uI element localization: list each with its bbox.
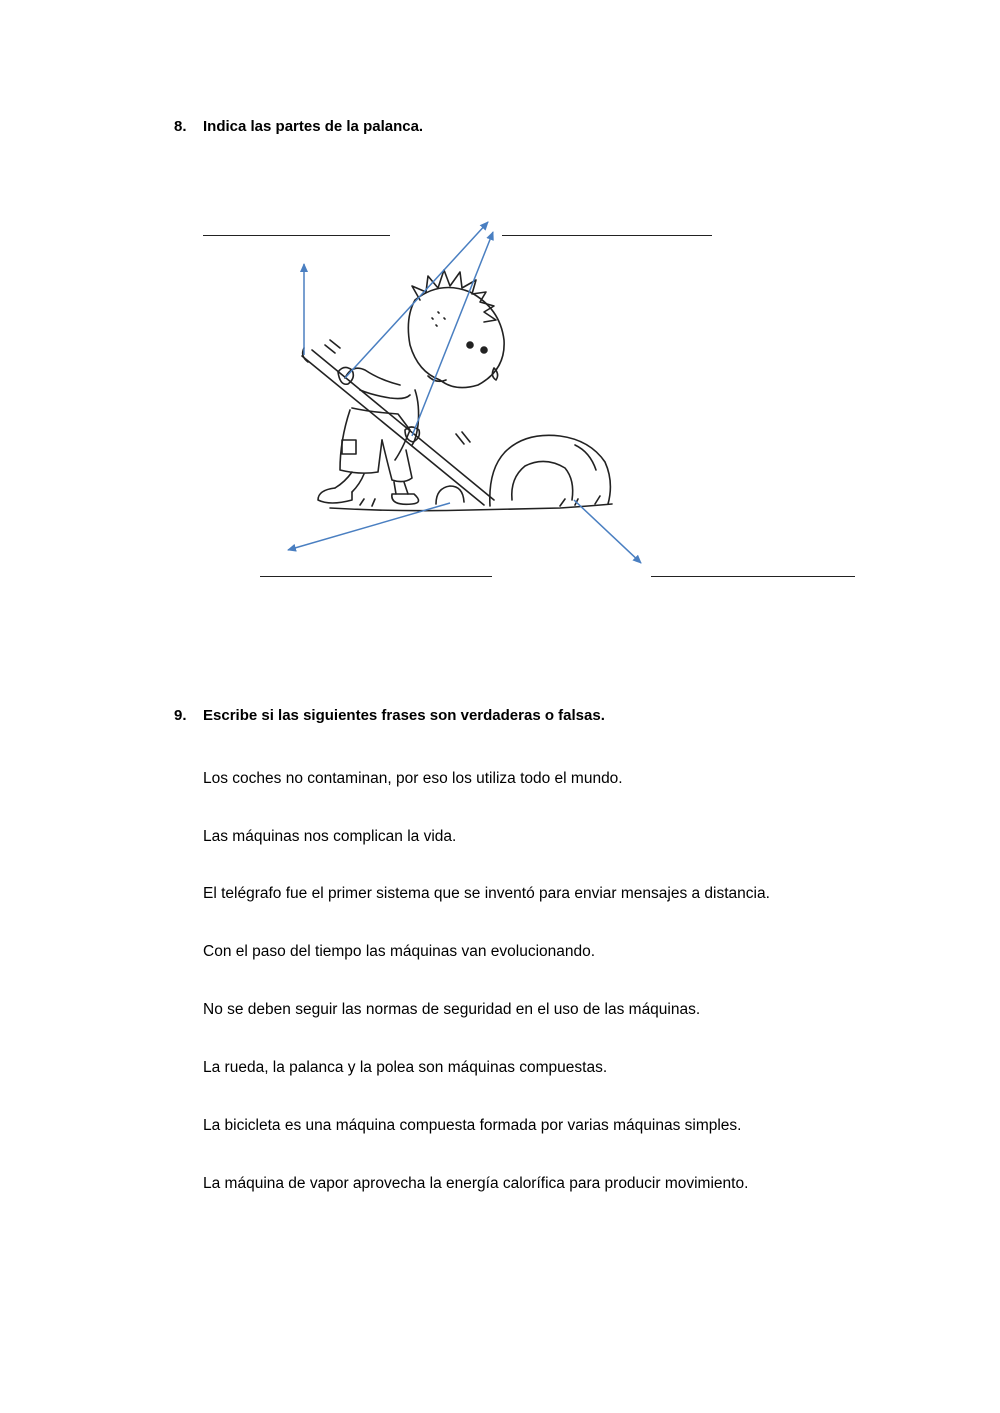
boy-head [408, 270, 504, 388]
question-number: 8. [174, 118, 187, 135]
statement-8: La máquina de vapor aprovecha la energía calorífica para producir movimiento. [203, 1175, 749, 1192]
fulcrum-stone [436, 486, 464, 504]
statement-2: Las máquinas nos complican la vida. [203, 828, 457, 845]
statement-3: El telégrafo fue el primer sistema que se inventó para enviar mensajes a distancia. [203, 885, 770, 902]
boy-legs [318, 472, 419, 504]
statement-6: La rueda, la palanca y la polea son máquinas compuestas. [203, 1059, 608, 1076]
statement-4: Con el paso del tiempo las máquinas van evolucionando. [203, 943, 596, 960]
rock [490, 435, 611, 506]
lever-illustration [0, 0, 1000, 620]
statement-1: Los coches no contaminan, por eso los utiliza todo el mundo. [203, 770, 623, 787]
boy-drawing [302, 270, 612, 511]
statement-5: No se deben seguir las normas de seguridad en el uso de las máquinas. [203, 1001, 701, 1018]
arrow-bar-to-label [412, 232, 493, 436]
question-number: 9. [174, 707, 187, 724]
statement-7: La bicicleta es una máquina compuesta formada por varias máquinas simples. [203, 1117, 742, 1134]
boy-body [340, 368, 419, 481]
question-text: Escribe si las siguientes frases son verdaderas o falsas. [203, 707, 605, 724]
question-9-title [174, 707, 605, 724]
question-text: Indica las partes de la palanca. [203, 118, 424, 135]
arrow-rock-to-label [574, 500, 641, 563]
